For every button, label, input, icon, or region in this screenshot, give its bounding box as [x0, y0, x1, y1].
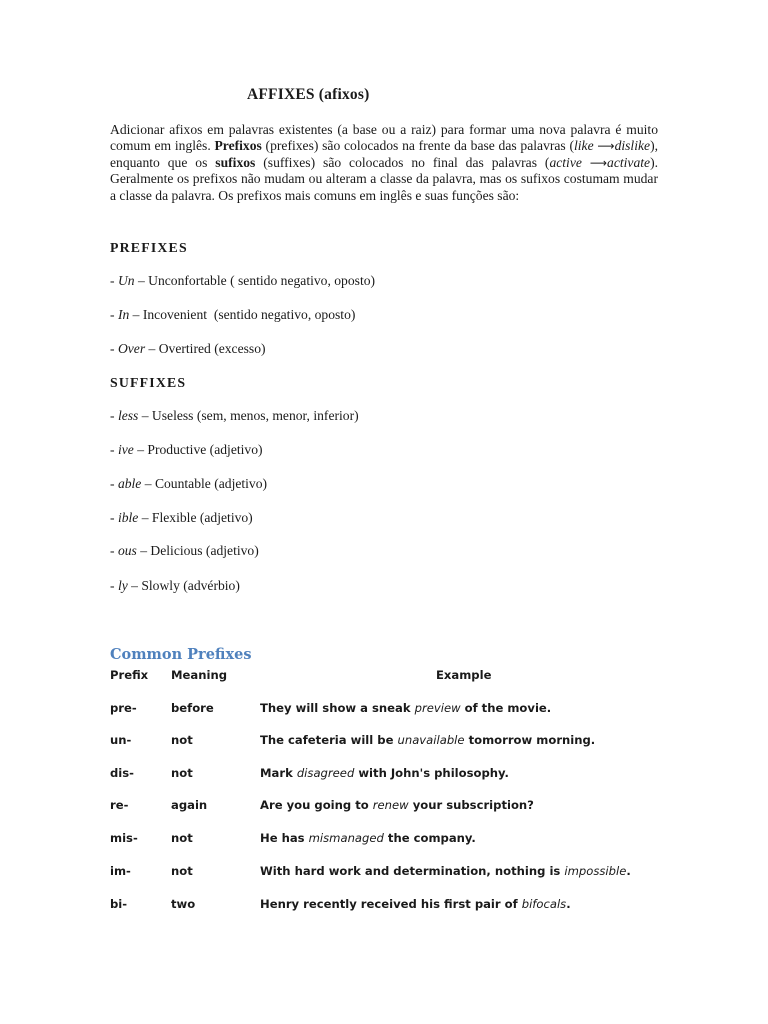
suffix-item: - able – Countable (adjetivo) [110, 476, 268, 491]
prefix-affix: Un [117, 273, 135, 288]
suffix-affix: less [117, 408, 139, 423]
intro-text-5: ). Geralmente os prefixos não mudam ou alteram a classe da palavra, mas os sufixos costumam mudar a classe da palavra. Os prefixos mais comuns em inglês e suas funções são: [110, 154, 658, 203]
common-prefixes-title: Common Prefixes [110, 646, 252, 663]
suffix-item: - ive – Productive (adjetivo) [110, 442, 263, 457]
suffix-affix: ible [117, 510, 139, 525]
row-example [260, 864, 631, 878]
intro-text-4: (suffixes) são colocados no final das palavras ( [255, 154, 550, 170]
suffix-desc: – Countable (adjetivo) [141, 476, 268, 491]
row-prefix: re- [110, 798, 129, 812]
page-title: AFFIXES (afixos) [247, 86, 370, 103]
example-post: tomorrow morning. [464, 733, 596, 747]
suffix-affix: ous [117, 543, 137, 558]
row-meaning: not [171, 864, 193, 878]
prefix-affix: Over [117, 341, 146, 356]
intro-like: like [573, 138, 594, 154]
example-pre: They will show a sneak [260, 701, 415, 715]
suffix-item: - ous – Delicious (adjetivo) [110, 543, 259, 558]
example-word: impossible [564, 864, 627, 878]
prefix-item: - In – Incovenient (sentido negativo, oposto) [110, 307, 356, 322]
example-word: bifocals [521, 897, 567, 911]
prefixes-heading: PREFIXES [110, 240, 188, 255]
row-meaning: not [171, 733, 193, 747]
row-example [260, 897, 571, 911]
row-meaning: again [171, 798, 208, 812]
intro-dislike: dislike [614, 138, 651, 154]
example-post: of the movie. [460, 701, 552, 715]
example-word: unavailable [397, 733, 465, 747]
row-prefix: mis- [110, 831, 138, 845]
intro-text-1: Adicionar afixos em palavras existentes (a base ou a raiz) para formar uma nova palavra é muito comum em inglês. [110, 122, 658, 154]
prefix-item: - Over – Overtired (excesso) [110, 341, 266, 356]
intro-prefixos-bold: Prefixos [214, 138, 262, 154]
prefix-affix: In [117, 307, 130, 322]
suffix-desc: – Flexible (adjetivo) [138, 510, 253, 525]
example-pre: Are you going to [260, 798, 373, 812]
example-post: . [566, 897, 571, 911]
example-post: your subscription? [408, 798, 534, 812]
prefix-desc: – Incovenient (sentido negativo, oposto) [129, 307, 356, 322]
example-pre: He has [260, 831, 309, 845]
example-post: . [626, 864, 631, 878]
prefix-desc: – Unconfortable ( sentido negativo, oposto) [134, 273, 376, 288]
row-prefix: im- [110, 864, 131, 878]
intro-text-2: (prefixes) são colocados na frente da base das palavras ( [261, 138, 574, 154]
row-meaning: not [171, 766, 193, 780]
suffix-desc: – Delicious (adjetivo) [136, 543, 259, 558]
prefix-item: - Un – Unconfortable ( sentido negativo, oposto) [110, 273, 376, 288]
example-word: mismanaged [308, 831, 384, 845]
suffixes-heading: SUFFIXES [110, 375, 187, 390]
suffix-item: - less – Useless (sem, menos, menor, inferior) [110, 408, 359, 423]
row-example [260, 701, 551, 715]
arrow-icon: ⟶ [597, 139, 615, 154]
header-prefix: Prefix [110, 668, 149, 682]
example-pre: Henry recently received his first pair of [260, 897, 522, 911]
header-example: Example [436, 668, 492, 682]
row-example [260, 766, 509, 780]
example-pre: With hard work and determination, nothing is [260, 864, 565, 878]
row-example [260, 831, 476, 845]
example-post: the company. [383, 831, 476, 845]
row-meaning: two [171, 897, 196, 911]
row-prefix: un- [110, 733, 132, 747]
row-meaning: before [171, 701, 214, 715]
prefix-desc: – Overtired (excesso) [145, 341, 266, 356]
row-prefix: dis- [110, 766, 134, 780]
arrow-icon-2: ⟶ [589, 155, 608, 170]
suffix-desc: – Productive (adjetivo) [133, 442, 263, 457]
intro-active: active [549, 154, 582, 170]
row-prefix: pre- [110, 701, 137, 715]
suffix-item: - ly – Slowly (advérbio) [110, 578, 240, 593]
suffix-affix: ive [117, 442, 134, 457]
example-post: with John's philosophy. [354, 766, 509, 780]
example-pre: The cafeteria will be [260, 733, 398, 747]
suffix-item: - ible – Flexible (adjetivo) [110, 510, 253, 525]
suffix-desc: – Slowly (advérbio) [127, 578, 240, 593]
row-example [260, 798, 534, 812]
suffix-desc: – Useless (sem, menos, menor, inferior) [138, 408, 359, 423]
example-word: disagreed [296, 766, 355, 780]
intro-text-3: ), enquanto que os [110, 138, 658, 170]
row-example [260, 733, 595, 747]
suffix-affix: ly [117, 578, 128, 593]
example-pre: Mark [260, 766, 297, 780]
row-meaning: not [171, 831, 193, 845]
intro-activate: activate [607, 154, 651, 170]
example-word: renew [372, 798, 409, 812]
example-word: preview [414, 701, 461, 715]
intro-sufixos-bold: sufixos [215, 154, 256, 170]
intro-paragraph [110, 122, 658, 204]
row-prefix: bi- [110, 897, 128, 911]
header-meaning: Meaning [171, 668, 228, 682]
suffix-affix: able [117, 476, 142, 491]
